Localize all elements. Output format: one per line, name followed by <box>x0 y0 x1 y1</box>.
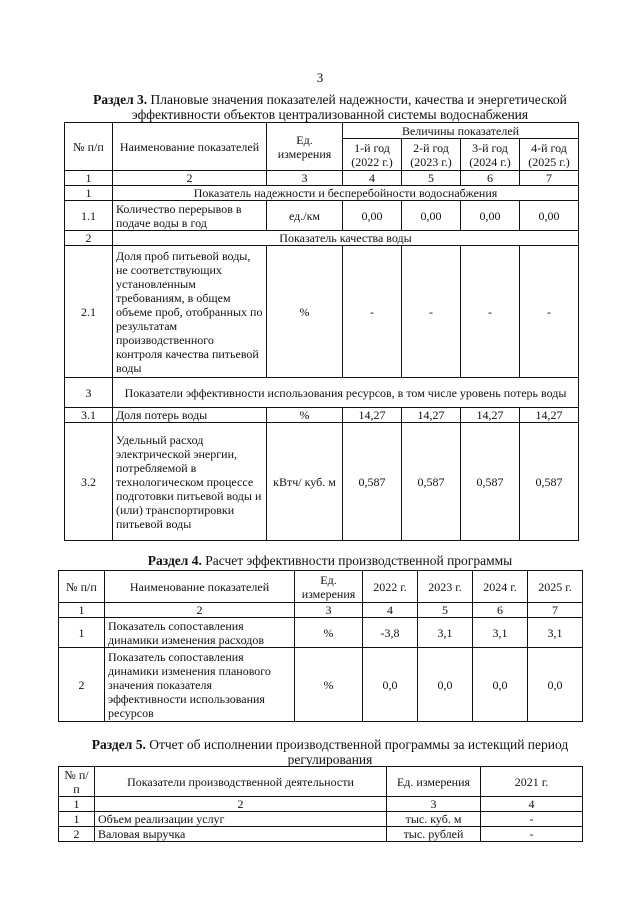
header-unit: Ед. измерения <box>387 767 481 797</box>
header-unit: Ед. измерения <box>267 123 343 171</box>
row-value: 3,1 <box>418 618 473 648</box>
row-value: 0,0 <box>418 648 473 722</box>
row-value: - <box>461 246 520 378</box>
row-value: 0,0 <box>528 648 583 722</box>
row-value: - <box>481 812 583 827</box>
section-4-table <box>58 570 583 722</box>
section-5-title-bold: Раздел 5. <box>91 737 146 752</box>
col-number: 6 <box>461 171 520 186</box>
row-unit: % <box>295 648 363 722</box>
row-unit: тыс. рублей <box>387 827 481 842</box>
col-number: 6 <box>473 603 528 618</box>
row-value: - <box>402 246 461 378</box>
col-number: 3 <box>295 603 363 618</box>
row-unit: % <box>267 246 343 378</box>
section-4-title-text: Расчет эффективности производственной программы <box>201 553 513 568</box>
row-name: Валовая выручка <box>95 827 387 842</box>
header-year: 2025 г. <box>528 571 583 603</box>
row-value: 0,587 <box>520 423 579 541</box>
row-num: 1.1 <box>65 201 113 231</box>
col-number: 4 <box>481 797 583 812</box>
row-value: 0,587 <box>402 423 461 541</box>
section-3-title-bold: Раздел 3. <box>93 92 148 107</box>
col-number: 2 <box>95 797 387 812</box>
header-year: 2024 г. <box>473 571 528 603</box>
section-row-num: 1 <box>65 186 113 201</box>
row-value: 0,00 <box>402 201 461 231</box>
section-5-title-text: Отчет об исполнении производственной программы за истекщий период регулирования <box>145 737 569 767</box>
col-number: 7 <box>528 603 583 618</box>
row-num: 2.1 <box>65 246 113 378</box>
header-unit: Ед. измерения <box>295 571 363 603</box>
col-number: 3 <box>387 797 481 812</box>
row-value: 14,27 <box>343 408 402 423</box>
section-5-table <box>58 766 583 842</box>
row-name: Доля потерь воды <box>113 408 267 423</box>
row-unit: % <box>295 618 363 648</box>
row-unit: % <box>267 408 343 423</box>
section-3-title-text: Плановые значения показателей надежности, качества и энергетической эффективности объектов централизованной системы водоснабжения <box>131 92 567 122</box>
row-unit: ед./км <box>267 201 343 231</box>
section-row-title: Показатели эффективности использования ресурсов, в том числе уровень потерь воды <box>113 378 579 408</box>
col-number: 1 <box>59 603 105 618</box>
row-value: - <box>481 827 583 842</box>
col-number: 1 <box>59 797 95 812</box>
header-values: Величины показателей <box>343 123 579 139</box>
col-number: 3 <box>267 171 343 186</box>
col-number: 7 <box>520 171 579 186</box>
row-name: Количество перерывов в подаче воды в год <box>113 201 267 231</box>
page-number: 3 <box>316 70 324 85</box>
row-value: 0,0 <box>473 648 528 722</box>
row-value: - <box>343 246 402 378</box>
header-name: Показатели производственной деятельности <box>95 767 387 797</box>
row-value: -3,8 <box>363 618 418 648</box>
col-number: 1 <box>65 171 113 186</box>
row-num: 2 <box>59 648 105 722</box>
header-num: № п/п <box>59 571 105 603</box>
row-value: 14,27 <box>402 408 461 423</box>
section-row-title: Показатель надежности и бесперебойности водоснабжения <box>113 186 579 201</box>
row-value: 14,27 <box>461 408 520 423</box>
row-value: 0,00 <box>520 201 579 231</box>
row-unit: тыс. куб. м <box>387 812 481 827</box>
row-num: 1 <box>59 618 105 648</box>
row-value: 3,1 <box>473 618 528 648</box>
col-number: 2 <box>105 603 295 618</box>
section-row-num: 2 <box>65 231 113 246</box>
row-value: 0,00 <box>343 201 402 231</box>
section-3-table <box>64 122 579 541</box>
row-value: 0,587 <box>343 423 402 541</box>
row-unit: кВтч/ куб. м <box>267 423 343 541</box>
row-num: 3.1 <box>65 408 113 423</box>
header-year: 2022 г. <box>363 571 418 603</box>
section-5-title <box>60 737 600 767</box>
header-year: 3-й год (2024 г.) <box>461 139 520 171</box>
section-3-title <box>60 92 600 122</box>
col-number: 5 <box>418 603 473 618</box>
header-year: 1-й год (2022 г.) <box>343 139 402 171</box>
col-number: 4 <box>363 603 418 618</box>
header-name: Наименование показателей <box>113 123 267 171</box>
section-row-num: 3 <box>65 378 113 408</box>
header-year: 2021 г. <box>481 767 583 797</box>
row-value: 0,0 <box>363 648 418 722</box>
row-value: 3,1 <box>528 618 583 648</box>
row-num: 2 <box>59 827 95 842</box>
section-row-title: Показатель качества воды <box>113 231 579 246</box>
header-name: Наименование показателей <box>105 571 295 603</box>
row-name: Показатель сопоставления динамики изменения планового значения показателя эффективности использования ресурсов <box>105 648 295 722</box>
col-number: 4 <box>343 171 402 186</box>
row-name: Показатель сопоставления динамики изменения расходов <box>105 618 295 648</box>
row-value: 0,587 <box>461 423 520 541</box>
row-num: 1 <box>59 812 95 827</box>
section-4-title <box>60 553 600 568</box>
header-num: № п/п <box>65 123 113 171</box>
row-name: Доля проб питьевой воды, не соответствующих установленным требованиям, в общем объеме проб, отобранных по результатам производственного контроля качества питьевой воды <box>113 246 267 378</box>
row-num: 3.2 <box>65 423 113 541</box>
header-year: 2023 г. <box>418 571 473 603</box>
col-number: 2 <box>113 171 267 186</box>
row-value: 14,27 <box>520 408 579 423</box>
row-value: 0,00 <box>461 201 520 231</box>
row-name: Объем реализации услуг <box>95 812 387 827</box>
row-value: - <box>520 246 579 378</box>
row-name: Удельный расход электрической энергии, потребляемой в технологическом процессе подготовки питьевой воды и (или) транспортировки питьевой воды <box>113 423 267 541</box>
header-num: № п/п <box>59 767 95 797</box>
header-year: 4-й год (2025 г.) <box>520 139 579 171</box>
section-4-title-bold: Раздел 4. <box>147 553 202 568</box>
col-number: 5 <box>402 171 461 186</box>
header-year: 2-й год (2023 г.) <box>402 139 461 171</box>
